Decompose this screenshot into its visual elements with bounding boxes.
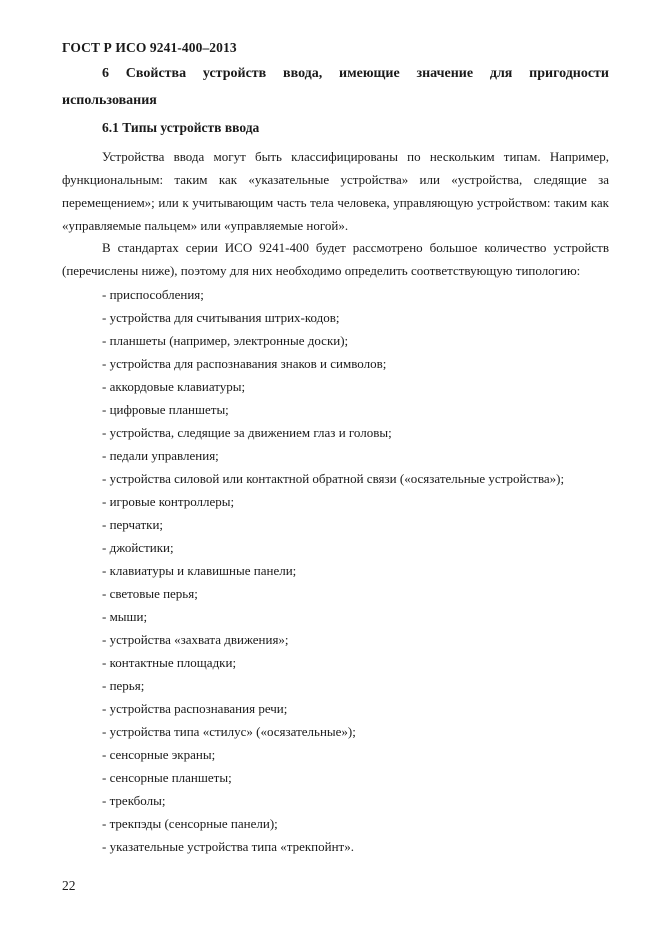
list-item: - цифровые планшеты; <box>102 402 229 417</box>
list-item: - джойстики; <box>102 540 174 555</box>
list-item: - клавиатуры и клавишные панели; <box>102 563 297 578</box>
list-item: - сенсорные экраны; <box>102 747 216 762</box>
list-item: - аккордовые клавиатуры; <box>102 379 246 394</box>
list-item: - устройства «захвата движения»; <box>102 632 289 647</box>
list-item: - мыши; <box>102 609 148 624</box>
list-item: - устройства силовой или контактной обратной связи («осязательные устройства»); <box>102 471 565 486</box>
list-item: - световые перья; <box>102 586 198 601</box>
list-item: - устройства для распознавания знаков и символов; <box>102 356 387 371</box>
document-header: ГОСТ Р ИСО 9241-400–2013 <box>62 40 237 55</box>
list-item: - планшеты (например, электронные доски); <box>102 333 349 348</box>
list-item: - приспособления; <box>102 287 204 302</box>
paragraph-typology: В стандартах серии ИСО 9241-400 будет рассмотрено большое количество устройств (перечислены ниже), поэтому для них необходимо определить соответствующую типологию: <box>62 240 609 278</box>
list-item: - перчатки; <box>102 517 164 532</box>
list-item: - устройства распознавания речи; <box>102 701 288 716</box>
list-item: - игровые контроллеры; <box>102 494 235 509</box>
list-item: - сенсорные планшеты; <box>102 770 232 785</box>
list-item: - указательные устройства типа «трекпойнт». <box>102 839 354 854</box>
list-item: - трекпэды (сенсорные панели); <box>102 816 278 831</box>
device-list <box>102 283 564 858</box>
list-item: - устройства, следящие за движением глаз и головы; <box>102 425 392 440</box>
paragraph-classification: Устройства ввода могут быть классифицированы по нескольким типам. Например, функциональным: таким как «указательные устройства» или «устройства, следящие за перемещением»; или к учитывающим часть тела человека, управляющую устройством: таким как «управляемые пальцем» или «управляемые ногой». <box>62 149 609 233</box>
list-item: - трекболы; <box>102 793 166 808</box>
list-item: - контактные площадки; <box>102 655 237 670</box>
list-item: - устройства типа «стилус» («осязательные»); <box>102 724 356 739</box>
list-item: - устройства для считывания штрих-кодов; <box>102 310 340 325</box>
list-item: - педали управления; <box>102 448 219 463</box>
section-title: 6 Свойства устройств ввода, имеющие значение для пригодности использования <box>62 66 609 108</box>
page-number: 22 <box>62 878 76 893</box>
subsection-title: 6.1 Типы устройств ввода <box>102 120 260 135</box>
list-item: - перья; <box>102 678 145 693</box>
